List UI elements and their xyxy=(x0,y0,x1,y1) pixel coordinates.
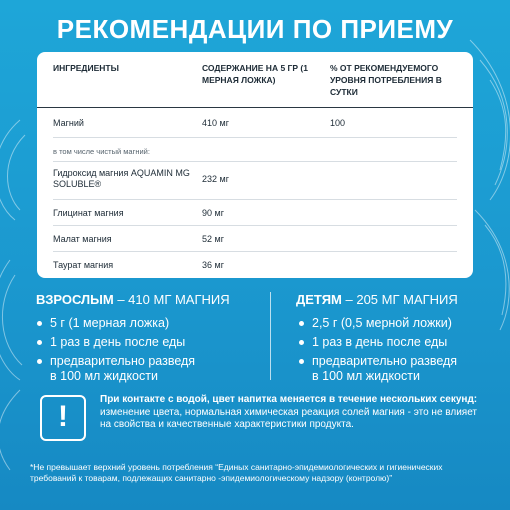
adults-dose: – 410 МГ МАГНИЯ xyxy=(117,292,230,307)
children-title xyxy=(296,292,458,307)
ingredient-amount: 52 мг xyxy=(202,234,224,244)
ingredient-amount: 90 мг xyxy=(202,208,224,218)
ingredient-name: Магний xyxy=(53,118,84,128)
adults-item: 5 г (1 мерная ложка) xyxy=(50,316,170,330)
ingredient-name: Гидроксид магния AQUAMIN MG SOLUBLE® xyxy=(53,168,190,189)
ingredient-amount: 232 мг xyxy=(202,174,229,184)
header-content: СОДЕРЖАНИЕ НА 5 ГР (1 МЕРНАЯ ЛОЖКА) xyxy=(202,63,308,85)
table-row xyxy=(53,108,457,138)
ingredient-name: Малат магния xyxy=(53,234,112,244)
ingredient-subheading: в том числе чистый магний: xyxy=(53,147,150,156)
children-item-continuation: в 100 мл жидкости xyxy=(312,369,420,383)
ingredient-amount: 36 мг xyxy=(202,260,224,270)
page-title: РЕКОМЕНДАЦИИ ПО ПРИЕМУ xyxy=(56,14,454,44)
table-row xyxy=(53,200,457,226)
footnote: *Не превышает верхний уровень потребления “Единых санитарно-эпидемиологических и гигиенических требований к товарам, подлежащих санитарно -эпидемиологическому надзору (контролю)” xyxy=(30,462,443,483)
adults-label: ВЗРОСЛЫМ xyxy=(36,292,114,307)
table-row xyxy=(53,162,457,200)
ingredient-percent: 100 xyxy=(330,118,346,128)
table-row xyxy=(53,226,457,252)
adults-title xyxy=(36,292,230,307)
header-ingredients: ИНГРЕДИЕНТЫ xyxy=(53,63,119,73)
ingredients-table xyxy=(37,52,473,278)
ingredient-amount: 410 мг xyxy=(202,118,229,128)
adults-item: предварительно разведя xyxy=(50,354,196,368)
adults-item-continuation: в 100 мл жидкости xyxy=(50,369,158,383)
ingredient-name: Таурат магния xyxy=(53,260,114,270)
table-header xyxy=(37,52,473,108)
warning-text xyxy=(100,394,480,432)
children-item: 1 раз в день после еды xyxy=(312,335,448,349)
exclamation-symbol: ! xyxy=(58,400,68,433)
children-label: ДЕТЯМ xyxy=(296,292,342,307)
children-item: 2,5 г (0,5 мерной ложки) xyxy=(312,316,452,330)
warning-body: изменение цвета, нормальная химическая реакция солей магния - это не влияет на свойства и качественные характеристики продукта. xyxy=(100,406,478,430)
children-dose: – 205 МГ МАГНИЯ xyxy=(345,292,458,307)
children-item: предварительно разведя xyxy=(312,354,458,368)
table-row xyxy=(53,138,457,162)
adults-item: 1 раз в день после еды xyxy=(50,335,186,349)
exclamation-icon xyxy=(40,395,86,441)
panel-divider xyxy=(270,292,271,380)
ingredient-name: Глицинат магния xyxy=(53,208,124,218)
table-row xyxy=(53,252,457,278)
header-percent: % ОТ РЕКОМЕНДУЕМОГО УРОВНЯ ПОТРЕБЛЕНИЯ В СУТКИ xyxy=(330,63,442,97)
warning-bold: При контакте с водой, цвет напитка меняется в течение нескольких секунд: xyxy=(100,394,478,405)
